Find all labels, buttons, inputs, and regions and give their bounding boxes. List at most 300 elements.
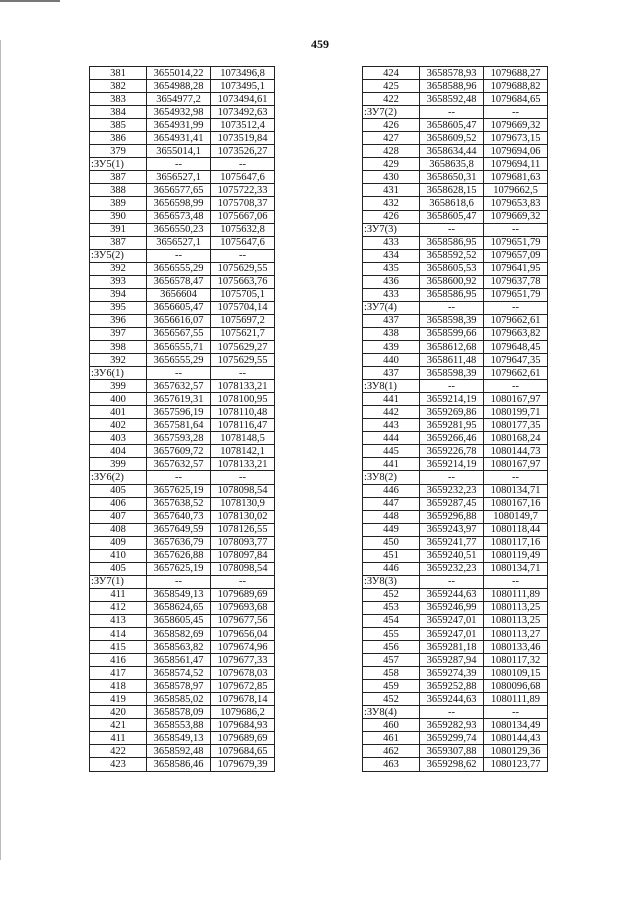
table-row [363,249,548,262]
y-coordinate-cell: 1073496,8 [211,67,275,80]
y-coordinate-cell: 1080168,24 [484,432,548,445]
x-coordinate-cell: 3658592,48 [147,745,211,758]
x-coordinate-cell: 3659287,94 [420,654,484,667]
table-row [363,406,548,419]
section-row [363,301,548,314]
table-row [363,758,548,771]
y-coordinate-cell: 1079651,79 [484,288,548,301]
y-coordinate-cell: 1079684,93 [211,719,275,732]
y-coordinate-cell: 1080118,44 [484,523,548,536]
x-coordinate-cell: 3658578,97 [147,680,211,693]
table-row [363,445,548,458]
y-coordinate-cell: 1079678,14 [211,693,275,706]
y-coordinate-cell: 1078148,5 [211,432,275,445]
x-coordinate-cell: 3657638,52 [147,497,211,510]
table-row [363,93,548,106]
y-coordinate-cell: 1080149,7 [484,510,548,523]
point-number-cell: 402 [90,419,147,432]
x-coordinate-cell: 3658612,68 [420,340,484,353]
table-row [363,562,548,575]
point-number-cell: 413 [90,614,147,627]
section-label-cell: :ЗУ8(2) [363,471,420,484]
x-coordinate-cell: 3658578,09 [147,706,211,719]
x-coordinate-cell: 3658578,93 [420,67,484,80]
table-row [90,327,275,340]
table-row [363,654,548,667]
y-coordinate-cell: 1079678,03 [211,667,275,680]
x-coordinate-cell: 3659281,18 [420,641,484,654]
table-row [363,119,548,132]
table-row [363,536,548,549]
page-number: 459 [311,37,329,51]
point-number-cell: 427 [363,132,420,145]
x-coordinate-cell: 3656577,65 [147,184,211,197]
table-row [90,171,275,184]
point-number-cell: 394 [90,288,147,301]
table-row [90,523,275,536]
x-coordinate-cell: 3657596,19 [147,406,211,419]
x-coordinate-cell: 3657581,64 [147,419,211,432]
point-number-cell: 387 [90,236,147,249]
x-coordinate-cell: 3657609,72 [147,445,211,458]
x-coordinate-cell: 3656578,47 [147,275,211,288]
section-label-cell: :ЗУ8(4) [363,706,420,719]
y-coordinate-cell: 1078130,9 [211,497,275,510]
table-row [90,262,275,275]
y-coordinate-cell: 1080167,97 [484,393,548,406]
y-coordinate-cell: 1079688,27 [484,67,548,80]
y-coordinate-cell: 1079674,96 [211,641,275,654]
table-row [90,145,275,158]
y-coordinate-cell: 1078110,48 [211,406,275,419]
y-coordinate-cell: 1075663,76 [211,275,275,288]
x-coordinate-cell: 3659243,97 [420,523,484,536]
y-coordinate-cell: 1080096,68 [484,680,548,693]
table-row [90,106,275,119]
point-number-cell: 426 [363,119,420,132]
table-row [90,445,275,458]
y-coordinate-cell: 1079688,82 [484,80,548,93]
section-label-cell: :ЗУ6(1) [90,367,147,380]
table-row [363,327,548,340]
y-coordinate-cell: 1080133,46 [484,641,548,654]
table-row [363,549,548,562]
table-row [90,223,275,236]
y-coordinate-cell: 1079694,06 [484,145,548,158]
table-row [363,601,548,614]
point-number-cell: 383 [90,93,147,106]
x-coordinate-cell: 3658605,47 [420,119,484,132]
x-coordinate-cell: 3658582,69 [147,628,211,641]
y-coordinate-cell: 1075647,6 [211,236,275,249]
point-number-cell: 446 [363,562,420,575]
table-row [363,641,548,654]
x-coordinate-cell: 3655014,22 [147,67,211,80]
point-number-cell: 457 [363,654,420,667]
point-number-cell: 400 [90,393,147,406]
point-number-cell: 441 [363,393,420,406]
y-coordinate-cell: 1075722,33 [211,184,275,197]
y-coordinate-cell: -- [211,575,275,588]
table-row [90,588,275,601]
x-coordinate-cell: 3657619,31 [147,393,211,406]
table-row [363,210,548,223]
table-row [90,719,275,732]
x-coordinate-cell: 3658634,44 [420,145,484,158]
y-coordinate-cell: 1078133,21 [211,380,275,393]
x-coordinate-cell: -- [147,249,211,262]
table-row [90,654,275,667]
scan-edge-line [0,0,60,2]
y-coordinate-cell: 1079677,33 [211,654,275,667]
table-row [363,132,548,145]
x-coordinate-cell: 3659214,19 [420,393,484,406]
x-coordinate-cell: 3659247,01 [420,614,484,627]
y-coordinate-cell: 1080117,32 [484,654,548,667]
point-number-cell: 386 [90,132,147,145]
point-number-cell: 455 [363,628,420,641]
x-coordinate-cell: 3656555,29 [147,262,211,275]
x-coordinate-cell: 3656550,23 [147,223,211,236]
point-number-cell: 451 [363,549,420,562]
y-coordinate-cell: 1078097,84 [211,549,275,562]
table-row [363,628,548,641]
y-coordinate-cell: 1079662,61 [484,314,548,327]
point-number-cell: 416 [90,654,147,667]
point-number-cell: 462 [363,745,420,758]
table-row [90,301,275,314]
y-coordinate-cell: -- [484,575,548,588]
y-coordinate-cell: 1075667,06 [211,210,275,223]
table-row [90,680,275,693]
x-coordinate-cell: 3657626,88 [147,549,211,562]
y-coordinate-cell: 1080109,15 [484,667,548,680]
point-number-cell: 460 [363,719,420,732]
point-number-cell: 382 [90,80,147,93]
y-coordinate-cell: 1079662,5 [484,184,548,197]
point-number-cell: 450 [363,536,420,549]
table-row [363,484,548,497]
section-row [90,158,275,171]
point-number-cell: 411 [90,732,147,745]
table-row [363,184,548,197]
point-number-cell: 439 [363,340,420,353]
point-number-cell: 428 [363,145,420,158]
y-coordinate-cell: 1080113,25 [484,601,548,614]
table-row [363,340,548,353]
table-row [363,158,548,171]
coordinates-table-left [89,66,275,772]
x-coordinate-cell: 3654932,98 [147,106,211,119]
point-number-cell: 399 [90,458,147,471]
y-coordinate-cell: 1079669,32 [484,210,548,223]
x-coordinate-cell: -- [147,575,211,588]
x-coordinate-cell: 3657640,73 [147,510,211,523]
x-coordinate-cell: 3654977,2 [147,93,211,106]
y-coordinate-cell: 1080111,89 [484,693,548,706]
point-number-cell: 419 [90,693,147,706]
table-row [363,275,548,288]
y-coordinate-cell: 1080129,36 [484,745,548,758]
x-coordinate-cell: 3659226,78 [420,445,484,458]
y-coordinate-cell: 1079693,68 [211,601,275,614]
y-coordinate-cell: 1079656,04 [211,628,275,641]
x-coordinate-cell: 3659299,74 [420,732,484,745]
table-row [363,354,548,367]
y-coordinate-cell: 1078100,95 [211,393,275,406]
y-coordinate-cell: 1075708,37 [211,197,275,210]
point-number-cell: 430 [363,171,420,184]
y-coordinate-cell: 1078098,54 [211,562,275,575]
table-row [90,184,275,197]
y-coordinate-cell: 1075629,55 [211,354,275,367]
x-coordinate-cell: 3657625,19 [147,562,211,575]
table-row [363,458,548,471]
table-row [90,484,275,497]
y-coordinate-cell: 1079637,78 [484,275,548,288]
x-coordinate-cell: 3659307,88 [420,745,484,758]
y-coordinate-cell: 1079689,69 [211,588,275,601]
y-coordinate-cell: 1079686,2 [211,706,275,719]
section-label-cell: :ЗУ5(1) [90,158,147,171]
y-coordinate-cell: -- [211,249,275,262]
y-coordinate-cell: 1075705,1 [211,288,275,301]
point-number-cell: 415 [90,641,147,654]
x-coordinate-cell: 3657625,19 [147,484,211,497]
x-coordinate-cell: 3659244,63 [420,693,484,706]
table-row [90,549,275,562]
x-coordinate-cell: -- [147,471,211,484]
y-coordinate-cell: 1080167,97 [484,458,548,471]
section-row [363,706,548,719]
point-number-cell: 411 [90,588,147,601]
point-number-cell: 426 [363,210,420,223]
point-number-cell: 384 [90,106,147,119]
x-coordinate-cell: 3658598,39 [420,314,484,327]
point-number-cell: 397 [90,327,147,340]
y-coordinate-cell: 1078130,02 [211,510,275,523]
section-row [363,106,548,119]
x-coordinate-cell: 3654988,28 [147,80,211,93]
point-number-cell: 437 [363,367,420,380]
x-coordinate-cell: 3657649,59 [147,523,211,536]
x-coordinate-cell: 3659274,39 [420,667,484,680]
x-coordinate-cell: 3658600,92 [420,275,484,288]
point-number-cell: 461 [363,732,420,745]
x-coordinate-cell: 3656555,71 [147,340,211,353]
table-row [90,288,275,301]
y-coordinate-cell: 1079684,65 [484,93,548,106]
x-coordinate-cell: 3659269,86 [420,406,484,419]
y-coordinate-cell: 1080113,25 [484,614,548,627]
y-coordinate-cell: 1079641,95 [484,262,548,275]
x-coordinate-cell: 3659266,46 [420,432,484,445]
point-number-cell: 391 [90,223,147,236]
table-row [90,497,275,510]
table-row [90,732,275,745]
y-coordinate-cell: 1079681,63 [484,171,548,184]
x-coordinate-cell: 3659214,19 [420,458,484,471]
point-number-cell: 445 [363,445,420,458]
y-coordinate-cell: 1080119,49 [484,549,548,562]
y-coordinate-cell: 1078133,21 [211,458,275,471]
y-coordinate-cell: 1073512,4 [211,119,275,132]
table-row [363,680,548,693]
table-row [363,314,548,327]
point-number-cell: 422 [363,93,420,106]
table-row [90,745,275,758]
y-coordinate-cell: 1079647,35 [484,354,548,367]
point-number-cell: 388 [90,184,147,197]
table-row [363,732,548,745]
x-coordinate-cell: -- [420,706,484,719]
y-coordinate-cell: 1079648,45 [484,340,548,353]
table-row [363,67,548,80]
table-row [90,380,275,393]
point-number-cell: 442 [363,406,420,419]
table-row [363,145,548,158]
x-coordinate-cell: 3659281,95 [420,419,484,432]
y-coordinate-cell: 1075704,14 [211,301,275,314]
section-row [363,575,548,588]
table-row [363,614,548,627]
point-number-cell: 421 [90,719,147,732]
x-coordinate-cell: 3658624,65 [147,601,211,614]
point-number-cell: 406 [90,497,147,510]
x-coordinate-cell: 3656604 [147,288,211,301]
point-number-cell: 392 [90,354,147,367]
x-coordinate-cell: -- [420,380,484,393]
y-coordinate-cell: -- [484,706,548,719]
section-label-cell: :ЗУ5(2) [90,249,147,262]
point-number-cell: 434 [363,249,420,262]
point-number-cell: 423 [90,758,147,771]
point-number-cell: 449 [363,523,420,536]
y-coordinate-cell: 1073494,61 [211,93,275,106]
point-number-cell: 438 [363,327,420,340]
x-coordinate-cell: 3656567,55 [147,327,211,340]
point-number-cell: 453 [363,601,420,614]
section-row [363,471,548,484]
y-coordinate-cell: 1079672,85 [211,680,275,693]
y-coordinate-cell: -- [484,106,548,119]
x-coordinate-cell: 3658586,95 [420,288,484,301]
x-coordinate-cell: 3657636,79 [147,536,211,549]
x-coordinate-cell: -- [420,223,484,236]
point-number-cell: 395 [90,301,147,314]
x-coordinate-cell: 3658628,15 [420,184,484,197]
y-coordinate-cell: 1079677,56 [211,614,275,627]
x-coordinate-cell: 3658611,48 [420,354,484,367]
x-coordinate-cell: 3656555,29 [147,354,211,367]
section-row [363,380,548,393]
point-number-cell: 385 [90,119,147,132]
table-row [90,419,275,432]
x-coordinate-cell: -- [147,158,211,171]
table-row [90,562,275,575]
x-coordinate-cell: 3658598,39 [420,367,484,380]
x-coordinate-cell: 3657632,57 [147,380,211,393]
point-number-cell: 435 [363,262,420,275]
y-coordinate-cell: 1078116,47 [211,419,275,432]
section-row [363,223,548,236]
table-row [90,693,275,706]
x-coordinate-cell: 3656605,47 [147,301,211,314]
point-number-cell: 452 [363,693,420,706]
point-number-cell: 463 [363,758,420,771]
y-coordinate-cell: 1079669,32 [484,119,548,132]
y-coordinate-cell: 1075629,27 [211,340,275,353]
x-coordinate-cell: 3654931,41 [147,132,211,145]
x-coordinate-cell: 3656527,1 [147,236,211,249]
point-number-cell: 454 [363,614,420,627]
y-coordinate-cell: 1078126,55 [211,523,275,536]
y-coordinate-cell: 1080134,49 [484,719,548,732]
table-row [363,745,548,758]
table-row [90,119,275,132]
x-coordinate-cell: 3659252,88 [420,680,484,693]
y-coordinate-cell: -- [211,158,275,171]
x-coordinate-cell: 3659296,88 [420,510,484,523]
point-number-cell: 392 [90,262,147,275]
table-row [363,236,548,249]
x-coordinate-cell: 3658605,45 [147,614,211,627]
point-number-cell: 432 [363,197,420,210]
y-coordinate-cell: 1073526,27 [211,145,275,158]
x-coordinate-cell: 3656598,99 [147,197,211,210]
y-coordinate-cell: 1080111,89 [484,588,548,601]
point-number-cell: 379 [90,145,147,158]
table-row [363,719,548,732]
table-row [363,510,548,523]
point-number-cell: 417 [90,667,147,680]
table-row [90,340,275,353]
x-coordinate-cell: -- [420,301,484,314]
table-row [363,693,548,706]
table-row [90,510,275,523]
x-coordinate-cell: -- [147,367,211,380]
x-coordinate-cell: 3659244,63 [420,588,484,601]
x-coordinate-cell: 3659232,23 [420,562,484,575]
x-coordinate-cell: 3657593,28 [147,432,211,445]
x-coordinate-cell: 3659232,23 [420,484,484,497]
y-coordinate-cell: 1080117,16 [484,536,548,549]
y-coordinate-cell: 1079684,65 [211,745,275,758]
table-row [90,393,275,406]
point-number-cell: 409 [90,536,147,549]
table-row [90,314,275,327]
section-label-cell: :ЗУ7(4) [363,301,420,314]
x-coordinate-cell: 3659282,93 [420,719,484,732]
table-row [90,354,275,367]
y-coordinate-cell: 1078142,1 [211,445,275,458]
y-coordinate-cell: 1079653,83 [484,197,548,210]
y-coordinate-cell: 1078093,77 [211,536,275,549]
point-number-cell: 459 [363,680,420,693]
x-coordinate-cell: 3659298,62 [420,758,484,771]
table-row [90,458,275,471]
x-coordinate-cell: 3658609,52 [420,132,484,145]
x-coordinate-cell: 3654931,99 [147,119,211,132]
x-coordinate-cell: 3658561,47 [147,654,211,667]
x-coordinate-cell: 3658650,31 [420,171,484,184]
point-number-cell: 424 [363,67,420,80]
point-number-cell: 399 [90,380,147,393]
table-row [90,210,275,223]
y-coordinate-cell: 1080199,71 [484,406,548,419]
y-coordinate-cell: 1080113,27 [484,628,548,641]
x-coordinate-cell: 3658605,47 [420,210,484,223]
